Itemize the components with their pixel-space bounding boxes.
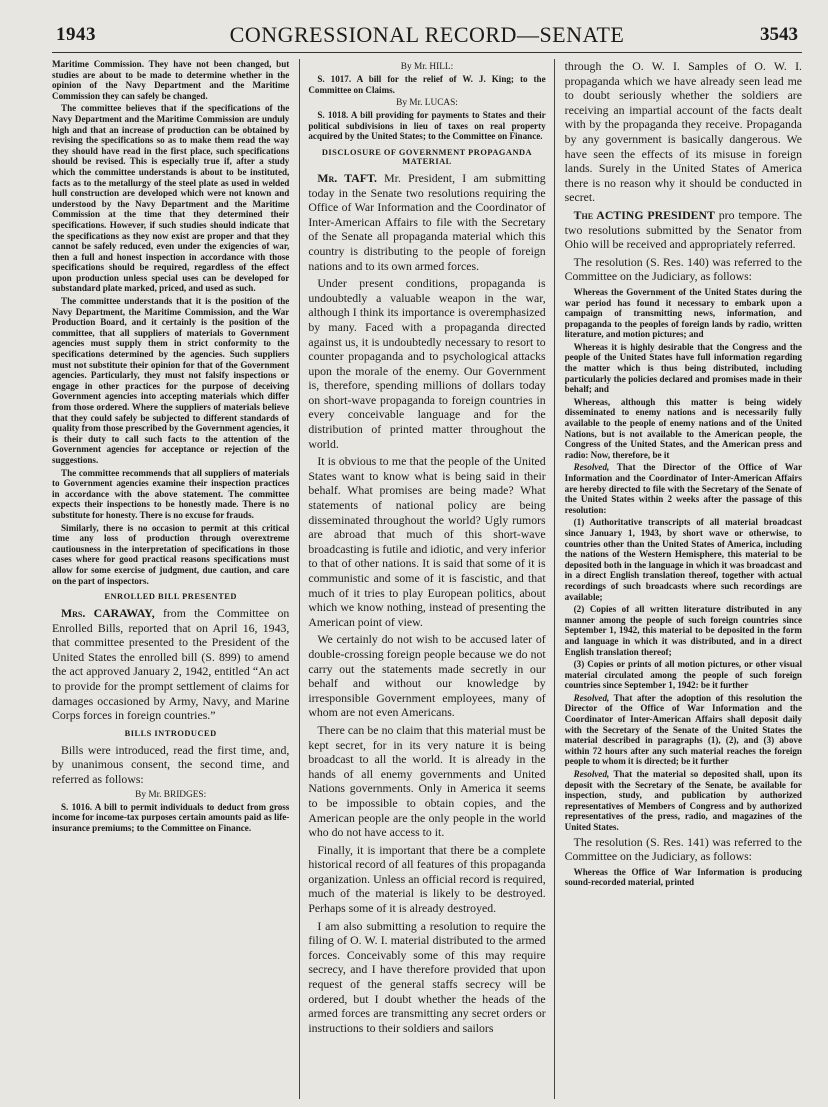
paragraph: (2) Copies of all written literature distributed in any manner among the people of such foreign countries since September 1, 1942, this material to be deposited in the form and language in which it was distributed, and in a direct English translation thereof; [564,604,802,657]
paragraph: (1) Authoritative transcripts of all material broadcast since January 1, 1943, by short wave or otherwise, to countries other than the United States of America, including the nations of the Western Hemisphere, this material to be deposited both in the language in which it was broadcast and in a direct English translation thereof, together with actual recordings of such broadcasts where such recordings are available; [564,517,802,602]
paragraph: Under present conditions, propaganda is undoubtedly a valuable weapon in the war, although I think its importance is overemphasized by many. Faced with a propaganda directed against us, it is undoubtedly necessary to resort to counter propaganda and to psychological attacks upon the morale of the enemy. Our Government is, therefore, spending millions of dollars today on short-wave propaganda to foreign countries in every conceivable language and for the distribution of printed matter throughout the world. [308,276,546,451]
header-year: 1943 [56,24,96,45]
text-columns [52,59,802,1099]
paragraph-text: That the material so deposited shall, upon its deposit with the Secretary of the Senate, be available for inspection, study, and publication by authorized representatives of Members of Congress and by authorized representatives of the press, radio, and magazines of the United States. [564,769,802,832]
bills-intro-text [52,743,289,787]
paragraph: The committee believes that if the specifications of the Navy Department and the Maritime Commission are unduly high and that an increase of production can be obtained by revising the specifications so as to make them read the way they should have read in the first place, such specifications should be revised. This is especially true if, after a study which the committee understands is about to be instituted, facts as to the metallurgy of the steel plate as used in welded hull construction are developed which were not known and understood by the Navy Department and the Maritime Commission at the time that they determined their specifications. However, if such studies should indicate that the specifications as they now exist are proper and that they cannot be safely reduced, even under the exigencies of war, then a full and honest inspection in accordance with those specifications should be required, regardless of the effect upon production unless special uses can be developed for substandard plate marked, priced, and used as such. [52,103,290,294]
sponsor-line: By Mr. HILL: [400,62,454,72]
column-middle [299,59,554,1099]
paragraph [52,606,289,723]
taft-speech [308,171,545,1035]
paragraph: Bills were introduced, read the first time, and, by unanimous consent, the second time, and referred as follows: [52,742,290,787]
page-header [52,22,802,53]
paragraph: Similarly, there is no occasion to permit at this critical time any loss of production through overextreme cautiousness in the interpretation of specifications in those cases where for good practical reasons specifications must allow for some exercise of judgment, due caution, and care on the part of inspectors. [52,522,290,586]
section-heading-disclosure: DISCLOSURE OF GOVERNMENT PROPAGANDA MATERIAL [321,147,533,166]
paragraph [565,693,802,767]
paragraph: Whereas, although this matter is being widely disseminated to enemy nations and is necessarily fully available to the people of enemy nations and of the United Nations, but is not available to the American people, the Congress of the United States, and the American press and radio: Now, therefore, be it [564,396,802,460]
speaker-name: Mr. TAFT. [317,170,377,185]
paragraph [565,462,802,515]
enrolled-bill-text [52,606,289,723]
paragraph: S. 1016. A bill to permit individuals to deduct from gross income for income-tax purposes certain amounts paid as life-insurance premiums; to the Committee on Finance. [52,801,290,833]
resolved-label: Resolved, [573,692,610,703]
paragraph: The committee understands that it is the position of the Navy Department, the Maritime Commission, and the War Production Board, and it certainly is the position of the committee, that all suppliers of materials to Government agencies must supply them in strict conformity to the specifications determined by the agencies. Such suppliers must not substitute their opinion for that of the Government agencies. Particularly, they must not falsify inspections or engage in other practices for the purpose of deceiving Government agencies into accepting materials which differ from those ordered. Where the suppliers of materials believe that they could safely be subjected to different standards of quality from those prescribed by the Government agencies, it is their duty to call such facts to the attention of the Government agencies for acceptance or rejection of the suggestions. [52,296,290,465]
speaker-name: Mrs. CARAWAY, [61,606,155,621]
column-left [52,59,289,1099]
paragraph: The committee recommends that all suppliers of materials to Government agencies examine their inspection practices in accordance with the above statement. The committee expects their inspections to be honestly made. There is no substitute for honesty. There is no excuse for frauds. [52,467,290,520]
column-right [565,59,802,1099]
bill-entry [308,74,545,95]
section-heading-enrolled-bill: ENROLLED BILL PRESENTED [104,592,237,602]
paragraph: Whereas the Government of the United States during the war period has found it necessary to embark upon a campaign of transmitting news, information, and propaganda to the peoples of foreign lands by radio, written literature, and motion pictures; and [564,286,802,340]
committee-report-text [52,59,289,586]
header-page-number: 3543 [760,24,798,45]
paragraph: There can be no claim that this material must be kept secret, for in its very nature it is being broadcast to all the world. It is already in the hands of all enemy governments and United Nations governments. Only in America it seems to be impossible to obtain copies, and the American people are the only people in the world who do not have access to it. [308,722,546,840]
paragraph: Whereas the Office of War Information is producing sound-recorded material, printed [564,866,802,888]
resolution-141-intro [565,835,802,864]
paragraph: Maritime Commission. They have not been changed, but studies are about to be made to determine whether in the opinion of the Navy Department and the Maritime Commission they can safely be changed. [52,59,290,101]
sponsor-line: By Mr. LUCAS: [396,98,458,109]
paragraph-text: from the Committee on Enrolled Bills, reported that on April 16, 1943, that committee presented to the President of the United States the enrolled bill (S. 899) to amend the act approved January 2, 1942, entitled “An act to provide for the prompt settlement of claims for damages occasioned by Army, Navy, and Marine Corps forces in foreign countries.” [52,606,290,723]
bill-entry [308,110,545,142]
paragraph-text: That the Director of the Office of War Information and the Coordinator of Inter-American Affairs are hereby directed to file with the Secretary of the Senate of the United States within 2 weeks after the passage of this resolution: [564,462,802,515]
bill-entry [52,802,289,834]
paragraph: through the O. W. I. Samples of O. W. I. propaganda which we have already seen lead me to doubt seriously whether the soldiers are receiving an impartial account of the facts dealt with by the propaganda they receive. Propaganda by any government is basically dangerous. We have seen the effects of its misuse in foreign lands. Surely in the United States of America there is no reason why it should be conducted in secret. [564,59,802,205]
paragraph: (3) Copies or prints of all motion pictures, or other visual material circulated among the people of such foreign countries since September 1, 1942: be it further [564,659,802,691]
paragraph: Finally, it is important that there be a complete historical record of all features of this propaganda organization. Unless an official record is required, much of the material is likely to be destroyed. Perhaps some of it is already destroyed. [308,842,546,916]
section-heading-bills-introduced: BILLS INTRODUCED [124,728,217,738]
speaker-name: The ACTING PRESIDENT [573,207,715,222]
paragraph: The resolution (S. Res. 141) was referred to the Committee on the Judiciary, as follows: [564,834,802,864]
paragraph-text: Mr. President, I am submitting today in the Senate two resolutions requiring the Office of War Information and the Coordinator of Inter-American Affairs to file with the Secretary of the Senate all propaganda material which this country is distributing to the people of foreign nations and to its own armed forces. [308,170,546,273]
resolved-label: Resolved, [573,769,610,780]
paragraph [565,208,802,252]
paragraph: It is obvious to me that the people of the United States want to know what is being said in their behalf. What promises are being made? What statements of national policy are being disseminated throughout the world? Ugly rumors are abroad that much of this short-wave broadcasting is futile and idiotic, and very inferior to that of other nations. It is said that some of it is communistic and some of it is fascistic, and that much of it tries to play European politics, about which we know nothing, instead of presenting the American point of view. [308,454,546,629]
paragraph: S. 1018. A bill providing for payments to States and their political subdivisions in lieu of taxes on real property acquired by the United States; to the Committee on Finance. [308,110,546,142]
taft-speech-continued [565,59,802,284]
paragraph-text: pro tempore. The two resolutions submitted by the Senator from Ohio will be received and appropriately referred. [564,207,802,252]
resolution-141-text [565,867,802,888]
paragraph: S. 1017. A bill for the relief of W. J. King; to the Committee on Claims. [308,74,546,95]
paragraph: The resolution (S. Res. 140) was referred to the Committee on the Judiciary, as follows: [564,254,802,284]
paragraph: Whereas it is highly desirable that the Congress and the people of the United States have full information regarding the matter which is thus being distributed, including particularly the policies declared and promises made in their behalf; and [564,341,802,395]
paragraph [565,769,802,833]
paragraph: I am also submitting a resolution to require the filing of O. W. I. material distributed to the armed forces. Conceivably some of this may require secrecy, and I have therefore provided that upon request of the general staffs secrecy will be ordered, but I doubt whether the heads of the armed forces are transmitting any secret orders or instructions to their soldiers and sailors [308,918,546,1035]
resolved-label: Resolved, [573,462,610,473]
header-title: CONGRESSIONAL RECORD—SENATE [229,22,625,47]
paragraph [308,171,545,273]
paragraph: We certainly do not wish to be accused later of double-crossing foreign people because we do not carry out the statements made secretly in our behalf and without our knowledge by irresponsible Government employees, many of whom are not even Americans. [308,632,546,720]
resolution-140-text [565,287,802,833]
paragraph-text: That after the adoption of this resolution the Director of the Office of War Information and the Coordinator of Inter-American Affairs shall deposit daily with the Secretary of the Senate of the United States the material described in paragraphs (1), (2), and (3) above within 72 hours after any such material reaches the foreign people to whom it is directed; be it further [564,692,802,767]
sponsor-line: By Mr. BRIDGES: [135,789,207,800]
